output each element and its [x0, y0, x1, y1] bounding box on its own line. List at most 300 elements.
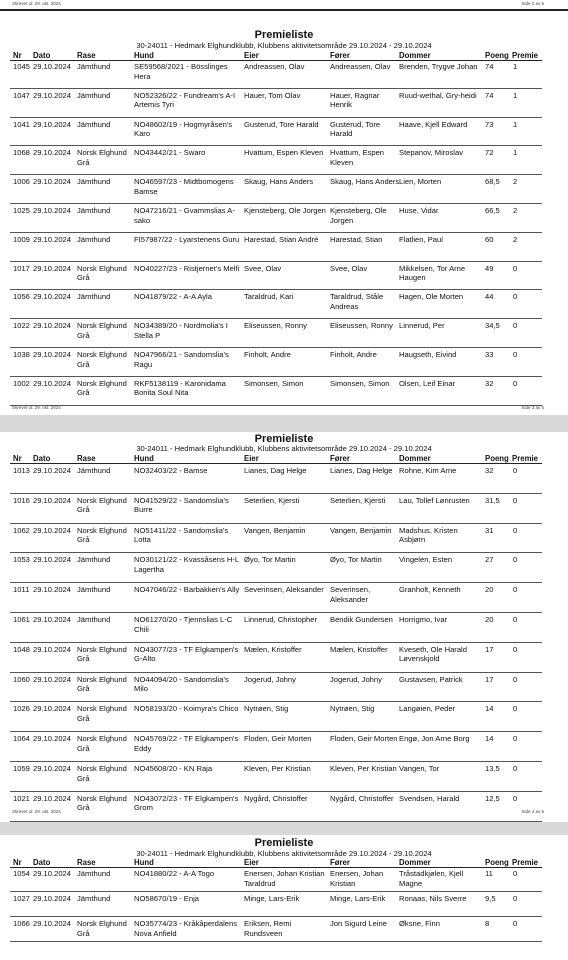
cell-poeng: 17 — [485, 674, 494, 684]
cell-eier: Hauer, Tom Olav — [244, 90, 301, 100]
table-row — [10, 377, 542, 406]
table-row — [10, 643, 542, 673]
cell-hund: NO47966/21 - Sandomslia's Ragu — [134, 350, 229, 369]
cell-dato: 29.10.2024 — [33, 466, 72, 475]
cell-nr: 1009 — [13, 234, 30, 244]
cell-rase: Jämthund — [77, 869, 111, 878]
cell-rase: Jämthund — [77, 292, 111, 302]
cell-dommer: Ruud-wethal, Gry-heidi — [399, 90, 477, 100]
cell-dommer: Madshus, Kristen Asbjørn — [399, 525, 458, 545]
cell-eier: Taraldrud, Kari — [244, 292, 294, 302]
cell-rase: Jämthund — [77, 119, 111, 129]
cell-nr: 1062 — [13, 525, 30, 535]
cell-eier: Enersen, Johan Kristian Taraldrud — [244, 869, 325, 888]
cell-dommer: Flatlien, Paul — [399, 234, 443, 244]
table-row — [10, 204, 542, 233]
cell-premie: 0 — [513, 793, 518, 803]
printed-date: Skrevet ut: 29. okt. 2024 — [12, 405, 61, 410]
cell-dato: 29.10.2024 — [33, 119, 72, 129]
col-poeng: Poeng — [485, 51, 509, 60]
cell-dato: 29.10.2024 — [33, 764, 72, 773]
cell-nr: 1021 — [13, 793, 30, 803]
cell-nr: 1060 — [13, 674, 30, 684]
cell-dommer: Olsen, Leif Einar — [399, 378, 456, 388]
table-row — [10, 762, 542, 792]
cell-dommer: Ronaas, Nils Sverre — [399, 894, 467, 903]
cell-eier: Gusterud, Tore Harald — [244, 119, 319, 129]
cell-forer: Kjensteberg, Ole Jorgen — [330, 206, 387, 225]
cell-dommer: Mikkelsen, Tor Arne Haugen — [399, 263, 466, 283]
table-row — [10, 290, 542, 319]
col-forer: Fører — [330, 858, 350, 867]
cell-rase: Norsk Elghund Grå — [77, 764, 127, 783]
cell-poeng: 32 — [485, 378, 494, 388]
cell-forer: Jogerud, Johny — [330, 674, 382, 684]
cell-poeng: 66,5 — [485, 206, 500, 215]
cell-rase: Norsk Elghund Grå — [77, 495, 127, 515]
cell-nr: 1041 — [13, 119, 30, 129]
printed-date: Skrevet ut: 29. okt. 2024 — [12, 1, 61, 6]
cell-nr: 1066 — [13, 919, 30, 928]
cell-hund: NO32403/22 - Bamse — [134, 466, 208, 475]
page-gap — [0, 822, 568, 835]
table-row — [10, 867, 542, 892]
cell-nr: 1027 — [13, 894, 30, 903]
cell-eier: Mælen, Kristoffer — [244, 644, 302, 654]
cell-eier: Nygård, Christoffer — [244, 793, 308, 803]
cell-eier: Finholt, Andre — [244, 350, 291, 359]
cell-nr: 1054 — [13, 869, 30, 878]
cell-rase: Norsk Elghund Grå — [77, 525, 127, 545]
cell-nr: 1011 — [13, 585, 30, 595]
table-row — [10, 792, 542, 822]
col-dato: Dato — [33, 454, 51, 463]
table-header — [10, 454, 542, 464]
cell-dommer: Kveseth, Ole Harald Løvenskjold — [399, 644, 467, 664]
cell-nr: 1026 — [13, 704, 30, 714]
table-row — [10, 233, 542, 262]
table-row — [10, 702, 542, 732]
cell-premie: 1 — [513, 62, 518, 71]
cell-rase: Norsk Elghund Grå — [77, 704, 127, 723]
cell-dato: 29.10.2024 — [33, 321, 72, 331]
cell-nr: 1048 — [13, 644, 30, 654]
cell-forer: Minge, Lars-Erik — [330, 894, 386, 903]
cell-rase: Norsk Elghund Grå — [77, 919, 127, 938]
cell-poeng: 12,5 — [485, 793, 500, 803]
cell-rase: Jämthund — [77, 206, 111, 215]
cell-dato: 29.10.2024 — [33, 495, 72, 505]
cell-dato: 29.10.2024 — [33, 674, 72, 684]
cell-nr: 1006 — [13, 177, 30, 187]
cell-eier: Svee, Olav — [244, 263, 282, 273]
cell-premie: 1 — [513, 90, 518, 100]
cell-dato: 29.10.2024 — [33, 615, 72, 624]
table-row — [10, 464, 542, 494]
table-row — [10, 118, 542, 147]
cell-forer: Lianes, Dag Helge — [330, 466, 393, 475]
page-number: Side 3 av 5 — [521, 405, 544, 410]
cell-nr: 1013 — [13, 466, 30, 475]
cell-premie: 0 — [513, 734, 518, 744]
cell-dato: 29.10.2024 — [33, 525, 72, 535]
cell-premie: 0 — [513, 321, 518, 331]
col-dommer: Dommer — [399, 858, 431, 867]
cell-forer: Floden, Geir Morten — [330, 734, 398, 744]
cell-dommer: Øksne, Finn — [399, 919, 440, 928]
cell-hund: NO34389/20 - Nordmolia's I Stella P — [134, 321, 228, 340]
cell-eier: Jogerud, Johny — [244, 674, 296, 684]
cell-forer: Mælen, Kristoffer — [330, 644, 388, 654]
cell-premie: 0 — [513, 704, 518, 714]
cell-forer: Hauer, Ragnar Henrik — [330, 90, 380, 110]
col-hund: Hund — [134, 858, 154, 867]
col-hund: Hund — [134, 51, 154, 60]
table-row — [10, 319, 542, 348]
cell-dato: 29.10.2024 — [33, 555, 72, 565]
cell-forer: Øyo, Tor Martin — [330, 555, 382, 565]
page-subtitle: 30-24011 - Hedmark Elghundklubb, Klubbens aktivitetsområde 29.10.2024 - 29.10.2024 — [136, 444, 432, 453]
cell-dato: 29.10.2024 — [33, 378, 72, 388]
cell-rase: Jämthund — [77, 615, 111, 624]
col-eier: Eier — [244, 858, 259, 867]
table-row — [10, 146, 542, 175]
cell-hund: FI57987/22 - Lyarstenens Guru — [134, 234, 240, 244]
cell-dommer: Rohne, Kim Arne — [399, 466, 457, 475]
cell-forer: Nytrøen, Stig — [330, 704, 375, 714]
cell-hund: NO47046/22 - Barbakken's Ally — [134, 585, 240, 595]
cell-poeng: 20 — [485, 615, 494, 624]
cell-dato: 29.10.2024 — [33, 644, 72, 654]
cell-rase: Norsk Elghund Grå — [77, 674, 127, 694]
cell-hund: NO41529/22 - Sandomslia's Burre — [134, 495, 229, 515]
cell-dommer: Haave, Kjell Edward — [399, 119, 468, 129]
cell-hund: NO40227/23 - Ristjernet's Melfi — [134, 263, 240, 273]
cell-poeng: 73 — [485, 119, 494, 129]
cell-dato: 29.10.2024 — [33, 206, 72, 215]
col-rase: Rase — [77, 858, 96, 867]
cell-dato: 29.10.2024 — [33, 793, 72, 803]
cell-eier: Skaug, Hans Anders — [244, 177, 314, 187]
cell-rase: Norsk Elghund Grå — [77, 734, 127, 753]
cell-dommer: Hagen, Ole Morten — [399, 292, 464, 302]
cell-forer: Nygård, Christoffer — [330, 793, 394, 803]
cell-forer: Enersen, Johan Kristian — [330, 869, 384, 888]
cell-poeng: 11 — [485, 869, 493, 878]
cell-forer: Jon Sigurd Leine — [330, 919, 387, 928]
cell-nr: 1068 — [13, 148, 30, 158]
cell-eier: Nytrøen, Stig — [244, 704, 289, 714]
cell-dommer: Gustavsen, Patrick — [399, 674, 463, 684]
cell-premie: 0 — [513, 263, 518, 273]
col-dommer: Dommer — [399, 51, 431, 60]
cell-dato: 29.10.2024 — [33, 177, 72, 187]
cell-forer: Kleven, Per Kristian — [330, 764, 397, 773]
cell-hund: NO61270/20 - Tjennslias L-C Chili — [134, 615, 233, 634]
cell-hund: NO43072/23 - TF Elgkampen's Grom — [134, 793, 239, 813]
cell-hund: NO43442/21 - Swaro — [134, 148, 206, 158]
document-page-1 — [0, 0, 568, 415]
cell-eier: Harestad, Stian André — [244, 234, 319, 244]
cell-poeng: 74 — [485, 90, 494, 100]
col-eier: Eier — [244, 51, 259, 60]
cell-eier: Hvattum, Espen Kleven — [244, 148, 324, 158]
col-hund: Hund — [134, 454, 154, 463]
cell-hund: NO47216/21 - Gvammslias A-sako — [134, 206, 235, 225]
cell-hund: NO41879/22 - A-A Ayla — [134, 292, 212, 302]
table-row — [10, 524, 542, 554]
cell-hund: SE59568/2021 - Bösslinges Hera — [134, 62, 228, 81]
cell-rase: Norsk Elghund Grå — [77, 644, 127, 664]
cell-dommer: Brenden, Trygve Johan — [399, 62, 478, 71]
cell-premie: 0 — [513, 466, 518, 475]
page-title: Premieliste — [254, 433, 314, 445]
cell-poeng: 20 — [485, 585, 494, 595]
cell-premie: 0 — [513, 644, 518, 654]
page-number: Side 2 av 5 — [521, 1, 544, 6]
cell-forer: Hvattum, Espen Kleven — [330, 148, 385, 167]
page-subtitle: 30-24011 - Hedmark Elghundklubb, Klubbens aktivitetsområde 29.10.2024 - 29.10.2024 — [136, 41, 432, 50]
cell-eier: Kjensteberg, Ole Jorgen — [244, 206, 326, 215]
cell-premie: 2 — [513, 177, 518, 187]
cell-premie: 0 — [513, 350, 518, 359]
cell-nr: 1025 — [13, 206, 30, 215]
cell-eier: Minge, Lars-Erik — [244, 894, 300, 903]
cell-dato: 29.10.2024 — [33, 894, 72, 903]
cell-forer: Simonsen, Simon — [330, 378, 390, 388]
col-nr: Nr — [13, 454, 22, 463]
cell-rase: Norsk Elghund Grå — [77, 793, 127, 813]
cell-premie: 0 — [513, 292, 518, 302]
cell-poeng: 72 — [485, 148, 494, 158]
cell-dato: 29.10.2024 — [33, 734, 72, 744]
col-dato: Dato — [33, 51, 51, 60]
cell-poeng: 8 — [485, 919, 490, 928]
cell-rase: Jämthund — [77, 177, 111, 187]
page-title: Premieliste — [254, 29, 314, 41]
cell-nr: 1056 — [13, 292, 30, 302]
cell-forer: Harestad, Stian — [330, 234, 383, 244]
cell-nr: 1002 — [13, 378, 30, 388]
cell-eier: Seterlien, Kjersti — [244, 495, 300, 505]
cell-rase: Norsk Elghund Grå — [77, 350, 127, 369]
cell-forer: Skaug, Hans Anders — [330, 177, 400, 187]
cell-premie: 2 — [513, 234, 518, 244]
cell-dommer: Svendsen, Harald — [399, 793, 460, 803]
cell-poeng: 60 — [485, 234, 494, 244]
cell-nr: 1016 — [13, 495, 30, 505]
cell-nr: 1038 — [13, 350, 30, 359]
page-number: Side 4 av 5 — [521, 809, 544, 814]
cell-eier: Lianes, Dag Helge — [244, 466, 307, 475]
cell-dommer: Vingelen, Esten — [399, 555, 453, 565]
cell-poeng: 14 — [485, 734, 494, 744]
table-row — [10, 348, 542, 377]
table-row — [10, 673, 542, 703]
cell-poeng: 49 — [485, 263, 494, 273]
cell-dommer: Granholt, Kenneth — [399, 585, 461, 595]
cell-rase: Jämthund — [77, 466, 111, 475]
col-dommer: Dommer — [399, 454, 431, 463]
document-page-3 — [0, 835, 568, 960]
cell-dato: 29.10.2024 — [33, 919, 72, 928]
cell-dato: 29.10.2024 — [33, 704, 72, 714]
cell-hund: NO51411/22 - Sandomslia's Lotta — [134, 525, 229, 545]
cell-nr: 1045 — [13, 62, 30, 71]
cell-premie: 0 — [513, 615, 518, 624]
table-row — [10, 262, 542, 291]
col-forer: Fører — [330, 454, 350, 463]
page-subtitle: 30-24011 - Hedmark Elghundklubb, Klubbens aktivitetsområde 29.10.2024 - 29.10.2024 — [136, 849, 432, 858]
table-row — [10, 583, 542, 613]
cell-forer: Eliseussen, Ronny — [330, 321, 393, 331]
table-row — [10, 732, 542, 762]
col-premie: Premie — [512, 858, 539, 867]
cell-eier: Floden, Geir Morten — [244, 734, 312, 744]
cell-dommer: Stepanov, Miroslav — [399, 148, 464, 158]
cell-eier: Severinsen, Aleksander — [244, 585, 324, 595]
table-row — [10, 175, 542, 204]
cell-eier: Linnerud, Christopher — [244, 615, 318, 624]
col-premie: Premie — [512, 454, 539, 463]
table-row — [10, 60, 542, 89]
cell-dato: 29.10.2024 — [33, 869, 72, 878]
cell-dato: 29.10.2024 — [33, 263, 72, 273]
table-row — [10, 917, 542, 942]
cell-hund: RKF5138119 - Karonidama Bonita Soul Nita — [134, 378, 226, 398]
cell-hund: NO46597/23 - Midtbomogens Bamse — [134, 177, 234, 196]
cell-poeng: 31,5 — [485, 495, 500, 505]
cell-nr: 1064 — [13, 734, 30, 744]
cell-rase: Norsk Elghund Grå — [77, 263, 127, 283]
table-row — [10, 613, 542, 643]
cell-hund: NO44094/20 - Sandomslia's Milo — [134, 674, 229, 694]
col-dato: Dato — [33, 858, 51, 867]
col-rase: Rase — [77, 454, 96, 463]
cell-forer: Bendik Gundersen — [330, 615, 393, 624]
cell-hund: NO30121/22 - Kvassåsens H-L Lagertha — [134, 555, 239, 574]
cell-dommer: Tråstadkjølen, Kjell Magne — [399, 869, 464, 888]
table-row — [10, 494, 542, 524]
cell-poeng: 44 — [485, 292, 494, 302]
cell-nr: 1047 — [13, 90, 30, 100]
cell-poeng: 17 — [485, 644, 494, 654]
page-gap — [0, 415, 568, 432]
cell-dato: 29.10.2024 — [33, 292, 72, 302]
cell-poeng: 34,5 — [485, 321, 500, 331]
cell-dommer: Linnerud, Per — [399, 321, 445, 331]
cell-poeng: 27 — [485, 555, 494, 565]
cell-rase: Jämthund — [77, 894, 111, 903]
cell-dommer: Lau, Tollef Lønrusten — [399, 495, 470, 505]
cell-poeng: 9,5 — [485, 894, 496, 903]
cell-eier: Kleven, Per Kristian — [244, 764, 311, 773]
cell-premie: 0 — [513, 674, 518, 684]
cell-poeng: 68,5 — [485, 177, 500, 187]
cell-premie: 2 — [513, 206, 518, 215]
cell-premie: 0 — [513, 585, 518, 595]
cell-dato: 29.10.2024 — [33, 148, 72, 158]
cell-rase: Jämthund — [77, 555, 111, 565]
page-title: Premieliste — [254, 837, 314, 849]
cell-premie: 0 — [513, 378, 518, 388]
col-poeng: Poeng — [485, 858, 509, 867]
cell-forer: Severinsen, Aleksander — [330, 585, 371, 604]
cell-dato: 29.10.2024 — [33, 585, 72, 595]
cell-premie: 0 — [513, 869, 518, 878]
col-eier: Eier — [244, 454, 259, 463]
cell-rase: Jämthund — [77, 62, 111, 71]
cell-premie: 0 — [513, 495, 518, 505]
cell-hund: NO35774/23 - Kråkåperdalens Nova Anfield — [134, 919, 238, 938]
cell-dommer: Lien, Morten — [399, 177, 442, 187]
cell-premie: 0 — [513, 894, 518, 903]
cell-dommer: Langøien, Peder — [399, 704, 456, 714]
cell-nr: 1017 — [13, 263, 30, 273]
cell-rase: Jämthund — [77, 585, 111, 595]
cell-poeng: 14 — [485, 704, 494, 714]
cell-rase: Norsk Elghund Grå — [77, 321, 127, 340]
table-row — [10, 892, 542, 917]
cell-eier: Øyo, Tor Martin — [244, 555, 296, 565]
cell-dato: 29.10.2024 — [33, 62, 72, 71]
cell-forer: Vangen, Benjamin — [330, 525, 392, 535]
page-divider — [0, 9, 568, 11]
col-forer: Fører — [330, 51, 350, 60]
cell-hund: NO58670/19 - Enja — [134, 894, 200, 903]
cell-poeng: 74 — [485, 62, 494, 71]
cell-hund: NO52326/22 - Fundream's A-I Artemis Tyri — [134, 90, 236, 110]
cell-forer: Taraldrud, Ståle Andreas — [330, 292, 384, 311]
cell-dato: 29.10.2024 — [33, 350, 72, 359]
cell-premie: 0 — [513, 919, 518, 928]
cell-poeng: 31 — [485, 525, 494, 535]
cell-nr: 1053 — [13, 555, 30, 565]
cell-eier: Vangen, Benjamin — [244, 525, 306, 535]
cell-eier: Eriksen, Remi Rundsveen — [244, 919, 292, 938]
cell-dato: 29.10.2024 — [33, 234, 72, 244]
cell-premie: 1 — [513, 119, 518, 129]
cell-forer: Finholt, Andre — [330, 350, 377, 359]
cell-poeng: 33 — [485, 350, 494, 359]
cell-premie: 1 — [513, 148, 518, 158]
cell-rase: Norsk Elghund Grå — [77, 148, 127, 167]
cell-hund: NO58193/20 - Koimyra's Chico — [134, 704, 239, 714]
table-row — [10, 553, 542, 583]
cell-poeng: 13,5 — [485, 764, 500, 773]
table-row — [10, 89, 542, 118]
cell-rase: Norsk Elghund Grå — [77, 378, 127, 398]
cell-forer: Gusterud, Tore Harald — [330, 119, 381, 139]
cell-premie: 0 — [513, 525, 518, 535]
cell-dommer: Engø, Jon Arne Borg — [399, 734, 470, 744]
cell-premie: 0 — [513, 764, 518, 773]
cell-poeng: 32 — [485, 466, 494, 475]
cell-nr: 1059 — [13, 764, 30, 773]
cell-eier: Simonsen, Simon — [244, 378, 304, 388]
cell-dommer: Huse, Vidar — [399, 206, 439, 215]
cell-eier: Andreassen, Olav — [244, 62, 305, 71]
col-nr: Nr — [13, 858, 22, 867]
col-rase: Rase — [77, 51, 96, 60]
col-nr: Nr — [13, 51, 22, 60]
cell-forer: Svee, Olav — [330, 263, 368, 273]
cell-premie: 0 — [513, 555, 518, 565]
cell-dommer: Haugseth, Eivind — [399, 350, 457, 359]
cell-dato: 29.10.2024 — [33, 90, 72, 100]
cell-rase: Jämthund — [77, 90, 111, 100]
cell-hund: NO45608/20 - KN Raja — [134, 764, 213, 773]
